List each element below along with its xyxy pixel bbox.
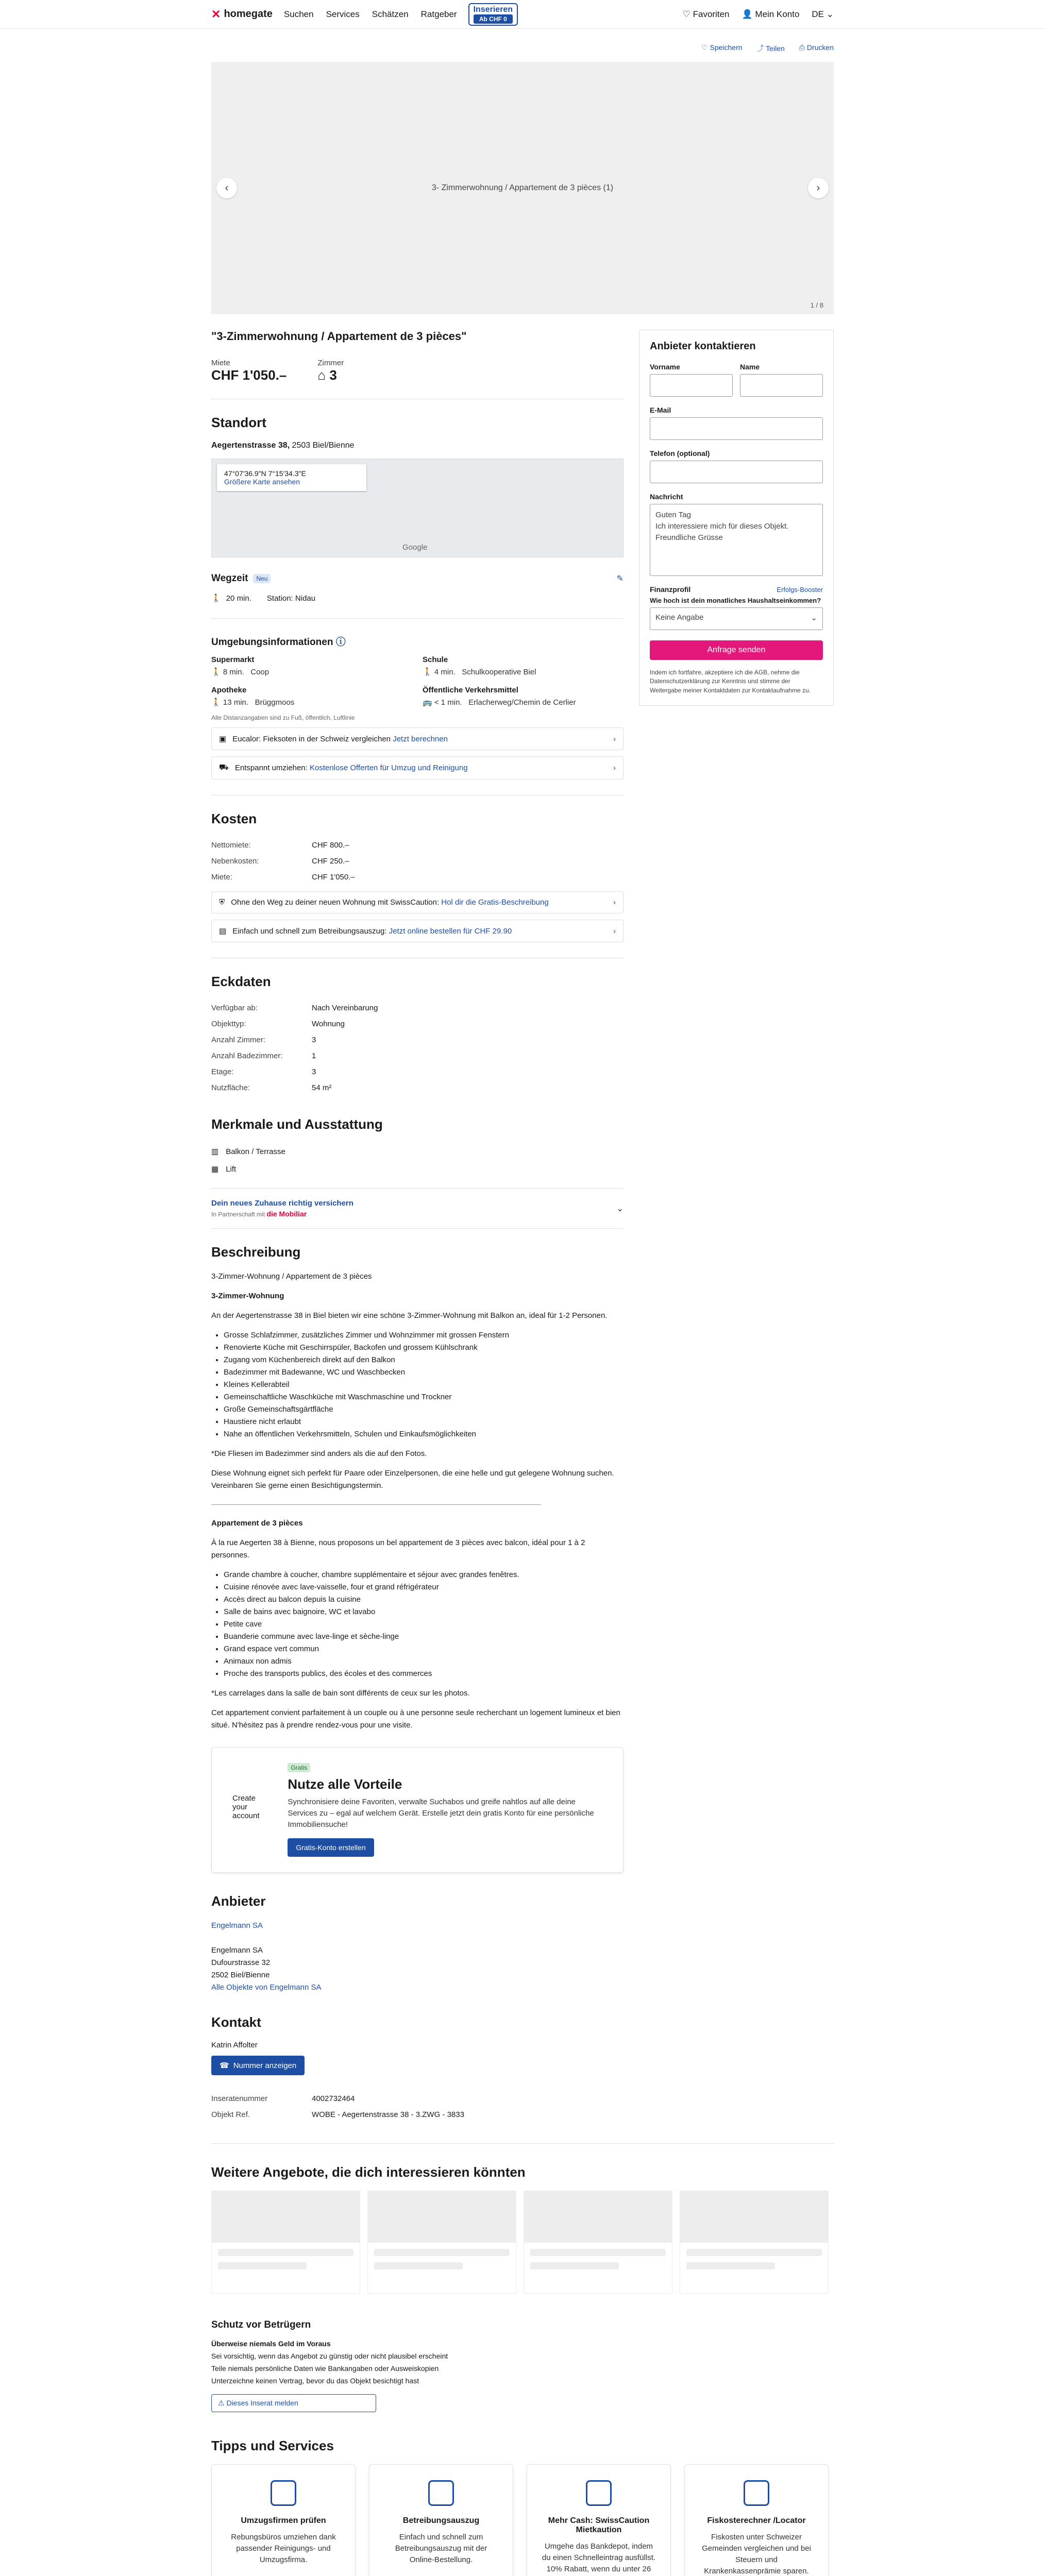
fraud-tips: Überweise niemals Geld im Voraus Sei vorsichtig, wenn das Angebot zu günstig oder nicht plausibel erscheint Teile niemals persönliche Daten wie Bankangaben oder Ausweiskopien Unterzeichne keinen Vertrag, bevor du das Objekt besichtigt hast bbox=[211, 2340, 448, 2385]
info-icon: ⓘ bbox=[335, 637, 346, 648]
account-link[interactable]: 👤 Mein Konto bbox=[741, 9, 800, 19]
table-row: Nutzfläche: 54 m² bbox=[211, 1083, 332, 1092]
table-row: Objekttyp: Wohnung bbox=[211, 1020, 345, 1028]
walk-icon: 🚶 bbox=[211, 594, 221, 603]
table-row: Anzahl Zimmer: 3 bbox=[211, 1036, 316, 1044]
table-row: Etage: 3 bbox=[211, 1067, 316, 1076]
surroundings-pharmacy: Apotheke 🚶 13 min. Brüggmoos bbox=[211, 686, 295, 707]
tip-card[interactable]: Betreibungsauszug Einfach und schnell zum Betreibungsauszug mit der Online-Bestellung. bbox=[369, 2464, 513, 2576]
surroundings-supermarket: Supermarkt 🚶 8 min. Coop bbox=[211, 655, 269, 676]
kosten-heading: Kosten bbox=[211, 811, 257, 826]
feature-item: ▦ Lift bbox=[211, 1164, 237, 1174]
nav-services[interactable]: Services bbox=[326, 9, 360, 19]
gallery-prev-icon[interactable]: ‹ bbox=[216, 178, 237, 198]
provider-street: Dufourstrasse 32 bbox=[211, 1958, 271, 1968]
swisscaution-box[interactable]: ⛨ Ohne den Weg zu deiner neuen Wohnung mit SwissCaution: Hol dir die Gratis-Beschreibung › bbox=[211, 891, 623, 913]
umzug-box[interactable]: ⛟ Entspannt umziehen: Kostenlose Offerten für Umzug und Reinigung › bbox=[211, 756, 623, 779]
key-data-table bbox=[211, 1000, 623, 1096]
costs-table bbox=[211, 837, 623, 885]
nav-schaetzen[interactable]: Schätzen bbox=[372, 9, 409, 19]
share-button[interactable]: ⤴ Teilen bbox=[756, 44, 785, 53]
table-row: Verfügbar ab: Nach Vereinbarung bbox=[211, 1004, 378, 1012]
chevron-right-icon: › bbox=[613, 926, 616, 936]
tip-card[interactable]: Fiskosterechner /Locator Fiskosten unter Schweizer Gemeinden vergleichen und bei Steuern und Krankenkassenprämie sparen. bbox=[684, 2464, 829, 2576]
promo-illustration: Create your account bbox=[232, 1794, 260, 1820]
language-switch[interactable]: DE ⌄ bbox=[812, 9, 834, 19]
contact-form: Anbieter kontaktieren Vorname Name E-Mail Telefon (optional) Nachricht Guten Tag Ich interessiere mich für dieses Objekt. Freundliche Grüsse Finanzprofil Erfolgs-Booster Wie hoch ist dein monatliches Haushaltseinkommen? Keine Angabe ⌄ Anfrage senden Indem ich fortfahre, akzeptiere ich die AGB, nehme die Datenschutzerklärung zur Kenntnis und stimme der Weitergabe meiner Kontaktdaten zur Kontaktaufnahme zu. bbox=[639, 330, 834, 706]
top-navigation-bar bbox=[0, 0, 1045, 29]
chevron-right-icon: › bbox=[613, 764, 616, 772]
truck-icon: ⛟ bbox=[219, 763, 229, 772]
surroundings-transport: Öffentliche Verkehrsmittel 🚌 < 1 min. Erlacherweg/Chemin de Cerlier bbox=[423, 686, 576, 707]
message-field[interactable]: Guten Tag Ich interessiere mich für dieses Objekt. Freundliche Grüsse bbox=[650, 504, 823, 576]
user-icon: 👤 bbox=[741, 9, 753, 19]
elevator-icon: ▦ bbox=[211, 1165, 219, 1174]
calculator-icon: ▣ bbox=[219, 735, 227, 743]
rent-label: Miete bbox=[211, 359, 230, 367]
gallery-counter: 1 / 8 bbox=[810, 301, 823, 309]
gallery-next-icon[interactable]: › bbox=[808, 178, 829, 198]
umgebung-heading: Umgebungsinformationen ⓘ bbox=[211, 637, 346, 648]
table-row: Inseratenummer 4002732464 bbox=[211, 2094, 355, 2104]
report-listing-button[interactable]: ⚠ Dieses Inserat melden bbox=[211, 2394, 376, 2412]
map-larger-link[interactable]: Größere Karte ansehen bbox=[224, 478, 300, 486]
finanz-booster-link[interactable]: Erfolgs-Booster bbox=[777, 585, 823, 594]
contact-name: Katrin Affolter bbox=[211, 2041, 258, 2050]
heart-icon: ♡ bbox=[682, 9, 690, 19]
balcony-icon: ▥ bbox=[211, 1147, 219, 1156]
shield-icon: ⛨ bbox=[219, 898, 225, 907]
promo-title: Nutze alle Vorteile bbox=[288, 1776, 402, 1792]
tip-card[interactable]: Umzugsfirmen prüfen Rebungsbüros umziehen dank passender Reinigungs- und Umzugsfirma. bbox=[211, 2464, 356, 2576]
all-objects-link[interactable]: Alle Objekte von Engelmann SA bbox=[211, 1983, 322, 1992]
schutz-heading: Schutz vor Betrügern bbox=[211, 2319, 311, 2331]
reference-table bbox=[211, 2091, 623, 2123]
new-badge: Neu bbox=[253, 574, 271, 583]
standort-heading: Standort bbox=[211, 415, 266, 430]
favoriten-link[interactable]: ♡ Favoriten bbox=[682, 9, 730, 19]
tips-cards bbox=[211, 2464, 834, 2576]
distance-note: Alle Distanzangaben sind zu Fuß, öffentlich, Luftlinie bbox=[211, 714, 355, 721]
beschreibung-heading: Beschreibung bbox=[211, 1244, 301, 1260]
merkmale-heading: Merkmale und Ausstattung bbox=[211, 1116, 383, 1132]
contact-form-title: Anbieter kontaktieren bbox=[650, 341, 756, 352]
create-account-button[interactable]: Gratis-Konto erstellen bbox=[288, 1838, 374, 1857]
table-row: Objekt Ref. WOBE - Aegertenstrasse 38 - 3.ZWG - 3833 bbox=[211, 2110, 464, 2120]
chevron-right-icon: › bbox=[613, 898, 616, 907]
feature-item: ▥ Balkon / Terrasse bbox=[211, 1147, 285, 1156]
main-nav bbox=[284, 9, 457, 20]
offer-card-placeholder[interactable] bbox=[680, 2191, 829, 2294]
rent-value: CHF 1'050.– bbox=[211, 367, 287, 383]
chevron-down-icon: ⌄ bbox=[811, 614, 817, 622]
offer-card-placeholder[interactable] bbox=[524, 2191, 672, 2294]
box-icon bbox=[271, 2480, 296, 2506]
create-account-promo bbox=[211, 1747, 623, 1873]
image-gallery[interactable] bbox=[211, 62, 834, 314]
surroundings-school: Schule 🚶 4 min. Schulkooperative Biel bbox=[423, 655, 536, 676]
google-logo: Google bbox=[402, 543, 428, 552]
legal-text: Indem ich fortfahre, akzeptiere ich die AGB, nehme die Datenschutzerklärung zur Kenntnis und stimme der Weitergabe meiner Kontaktdaten zur Kontaktaufnahme zu. bbox=[650, 669, 811, 694]
logo-mark-icon: ✕ bbox=[211, 7, 221, 21]
map-info-card bbox=[217, 464, 366, 491]
nav-suchen[interactable]: Suchen bbox=[283, 9, 314, 19]
description-text: 3-Zimmer-Wohnung / Appartement de 3 pièces 3-Zimmer-Wohnung An der Aegertenstrasse 38 in Biel bieten wir eine schöne 3-Zimmer-Wohnung mit Balkon an, ideal für 1-2 Personen. • Grosse Schlafzimmer, zusätzliches Zimmer und Wohnzimmer mit grossen Fenstern • Renovierte Küche mit Geschirrspüler, Backofen und grossem Kühlschrank • Zugang vom Küchenbereich direkt auf den Balkon • Badezimmer mit Badewanne, WC und Waschbecken • Kleines Kellerabteil • Gemeinschaftliche Waschküche mit Waschmaschine und Trockner • Große Gemeinschaftsgärtfläche • Haustiere nicht erlaubt • Nahe an öffentlichen Verkehrsmitteln, Schulen und Einkaufsmöglichkeiten *Die Fliesen im Badezimmer sind anders als die auf den Fotos. Diese Wohnung eignet sich perfekt für Paare oder Einzelpersonen, die eine helle und gut gelegene Wohnung suchen. Vereinbaren Sie gerne einen Besichtigungstermin. Appartement de 3 pièces À la rue Aegerten 38 à Bienne, nous proposons un bel appartement de 3 pièces avec balcon, idéal pour 1 à 2 personnes. • Grande chambre à coucher, chambre supplémentaire et séjour avec grandes fenêtres. • Cuisine rénovée avec lave-vaisselle, four et grand réfrigérateur • Accès direct au balcon depuis la cuisine • Salle de bains avec baignoire, WC et lavabo • Petite cave • Buanderie commune avec lave-linge et sèche-linge • Grand espace vert commun • Animaux non admis • Proche des transports publics, des écoles et des commerces *Les carrelages dans la salle de bain sont différents de ceux sur les photos. Cet appartement convient parfaitement à un couple ou à une personne seule recherchant un logement lumineux et bien situé. N'hésitez pas à prendre rendez-vous pour une visite. bbox=[211, 1270, 623, 1732]
wegzeit-heading: Wegzeit bbox=[211, 573, 248, 584]
table-row: Nettomiete: CHF 800.– bbox=[211, 841, 349, 850]
mobiliar-banner[interactable]: Dein neues Zuhause richtig versichern In Partnerschaft mit die Mobiliar ⌄ bbox=[211, 1199, 623, 1218]
edit-icon[interactable]: ✎ bbox=[616, 574, 623, 583]
send-request-button[interactable]: Anfrage senden bbox=[650, 640, 823, 660]
surroundings-grid bbox=[211, 655, 623, 707]
document-icon: ▤ bbox=[219, 927, 227, 936]
phone-icon: ☎ bbox=[220, 2061, 229, 2071]
provider-name: Engelmann SA bbox=[211, 1946, 263, 1955]
listing-actions bbox=[211, 29, 834, 62]
walk-icon: 🚶 bbox=[211, 698, 221, 707]
shield-icon bbox=[586, 2480, 612, 2506]
table-row: Anzahl Badezimmer: 1 bbox=[211, 1052, 316, 1060]
income-question: Wie hoch ist dein monatliches Haushaltseinkommen? bbox=[650, 597, 821, 604]
rooms-label: Zimmer bbox=[317, 359, 344, 367]
logo-text: homegate bbox=[224, 8, 273, 20]
last-name-field[interactable] bbox=[740, 374, 823, 397]
gratis-badge: Gratis bbox=[288, 1763, 310, 1772]
print-button[interactable]: ⎙ Drucken bbox=[799, 43, 834, 52]
table-row: Miete: CHF 1'050.– bbox=[211, 873, 355, 882]
promo-text: Synchronisiere deine Favoriten, verwalte Suchabos und greife nahtlos auf alle deine Services zu – egal auf welchem Gerät. Erstelle jetzt dein gratis Konto für eine persönliche Immobiliensuche! bbox=[288, 1798, 594, 1829]
offer-card-placeholder[interactable] bbox=[367, 2191, 516, 2294]
show-number-button[interactable]: ☎ Nummer anzeigen bbox=[211, 2056, 305, 2075]
home-icon: ⌂ bbox=[317, 367, 326, 383]
phone-field[interactable] bbox=[650, 461, 823, 483]
tipps-heading: Tipps und Services bbox=[211, 2438, 334, 2454]
email-field[interactable] bbox=[650, 417, 823, 440]
travel-time: 🚶 20 min. Station: Nidau bbox=[211, 594, 316, 603]
map-coordinates: 47°07'36.9"N 7°15'34.3"E bbox=[224, 469, 306, 478]
document-icon bbox=[428, 2480, 454, 2506]
location-map[interactable] bbox=[211, 459, 623, 557]
related-offers bbox=[211, 2191, 834, 2294]
warning-icon: ⚠ bbox=[218, 2399, 225, 2408]
eucalor-box[interactable]: ▣ Eucalor: Fieksoten in der Schweiz vergleichen Jetzt berechnen › bbox=[211, 727, 623, 750]
table-row: Nebenkosten: CHF 250.– bbox=[211, 857, 349, 866]
map-icon bbox=[744, 2480, 769, 2506]
rooms-value: ⌂ 3 bbox=[317, 367, 337, 383]
walk-icon: 🚶 bbox=[423, 668, 432, 676]
chevron-right-icon: › bbox=[613, 734, 616, 743]
tip-card[interactable]: Mehr Cash: SwissCaution Mietkaution Umgehe das Bankdepot, indem du einen Schnelleintrag ausfüllst. 10% Rabatt, wenn du unter 26 bbox=[527, 2464, 671, 2576]
bus-icon: 🚌 bbox=[423, 698, 432, 707]
inserieren-button[interactable]: Inserieren Ab CHF 0 bbox=[468, 3, 518, 26]
provider-city: 2502 Biel/Bienne bbox=[211, 1971, 270, 1980]
listing-title: "3-Zimmerwohnung / Appartement de 3 pièces" bbox=[211, 330, 467, 343]
save-button[interactable]: ♡ Speichern bbox=[701, 43, 743, 52]
provider-link[interactable]: Engelmann SA bbox=[211, 1921, 263, 1930]
betreibung-box[interactable]: ▤ Einfach und schnell zum Betreibungsauszug: Jetzt online bestellen für CHF 29.90 › bbox=[211, 920, 623, 942]
weitere-heading: Weitere Angebote, die dich interessieren könnten bbox=[211, 2164, 526, 2180]
gallery-caption: 3- Zimmerwohnung / Appartement de 3 pièces (1) bbox=[431, 183, 614, 192]
homegate-logo[interactable] bbox=[211, 8, 273, 21]
kontakt-heading: Kontakt bbox=[211, 2014, 261, 2030]
offer-card-placeholder[interactable] bbox=[211, 2191, 360, 2294]
address: Aegertenstrasse 38, 2503 Biel/Bienne bbox=[211, 441, 355, 450]
income-select[interactable]: Keine Angabe ⌄ bbox=[650, 607, 823, 630]
first-name-field[interactable] bbox=[650, 374, 733, 397]
anbieter-heading: Anbieter bbox=[211, 1893, 266, 1909]
eckdaten-heading: Eckdaten bbox=[211, 974, 271, 989]
chevron-down-icon: ⌄ bbox=[616, 1204, 623, 1213]
walk-icon: 🚶 bbox=[211, 668, 221, 676]
nav-ratgeber[interactable]: Ratgeber bbox=[420, 9, 457, 19]
